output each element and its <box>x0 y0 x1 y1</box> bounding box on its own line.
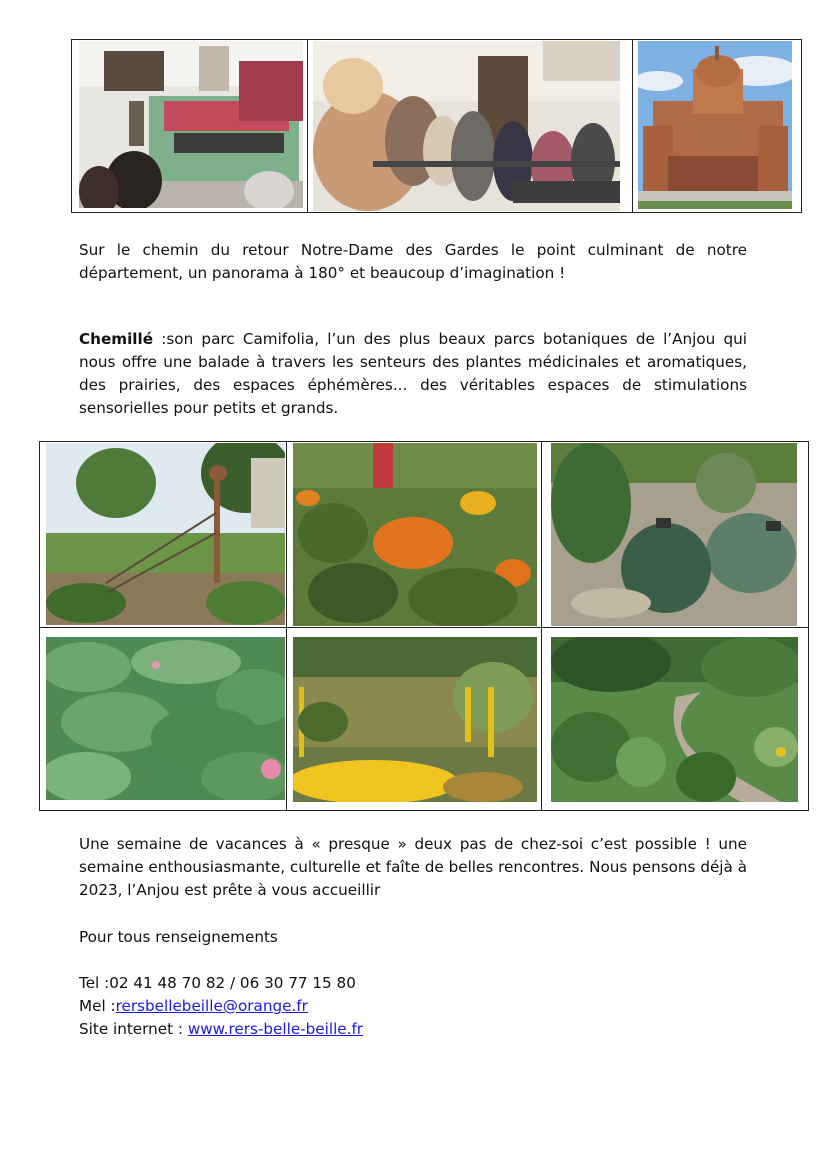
basilica-photo <box>638 41 792 209</box>
garden-path-photo <box>551 637 798 802</box>
chemille-text: :son parc Camifolia, l’un des plus beaux parcs botaniques de l’Anjou qui nous offre une balade à travers les senteurs des plantes médicinales et aromatiques, des prairies, des espaces éphémères... des véritables espaces de stimulations sensorielles pour petits et grands. <box>79 330 747 417</box>
telephone-line: Tel :02 41 48 70 82 / 06 30 77 15 80 <box>79 974 356 992</box>
agave-bed-photo <box>551 443 797 626</box>
info-heading: Pour tous renseignements <box>79 928 278 946</box>
paragraph-notre-dame: Sur le chemin du retour Notre-Dame des Gardes le point culminant de notre département, un panorama à 180° et beaucoup d’imagination ! <box>79 241 747 282</box>
table-divider <box>541 442 542 810</box>
pumpkin-patch-photo <box>293 443 537 626</box>
table-divider <box>632 40 633 212</box>
website-line <box>79 1018 363 1041</box>
yellow-flower-bed-photo <box>293 637 537 802</box>
visitors-at-railing-photo <box>313 41 620 211</box>
email-link[interactable]: rersbellebeille@orange.fr <box>115 997 308 1015</box>
chemille-bold-label: Chemillé <box>79 330 154 348</box>
paragraph-chemille <box>79 328 747 420</box>
paragraph-semaine: Une semaine de vacances à « presque » deux pas de chez-soi c’est possible ! une semaine enthousiasmante, culturelle et faîte de belles rencontres. Nous pensons déjà à 2023, l’Anjou est prête à vous accueillir <box>79 835 747 899</box>
table-divider <box>307 40 308 212</box>
email-label: Mel : <box>79 997 116 1015</box>
table-divider <box>40 627 808 628</box>
website-label: Site internet : <box>79 1020 188 1038</box>
lotus-pond-photo <box>46 637 285 800</box>
table-divider <box>286 442 287 810</box>
weaving-loom-photo <box>79 41 303 208</box>
email-line <box>79 995 308 1018</box>
website-link[interactable]: www.rers-belle-beille.fr <box>187 1020 364 1038</box>
sculpture-garden-photo <box>46 443 285 625</box>
